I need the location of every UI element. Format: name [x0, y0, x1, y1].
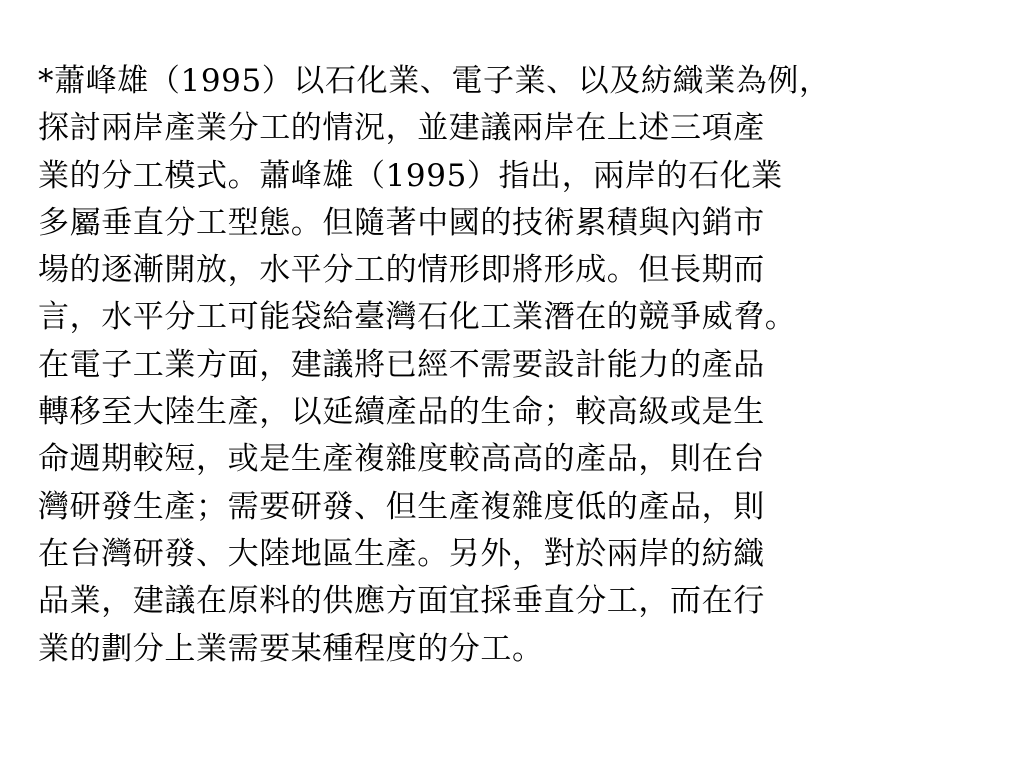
body-text [38, 58, 1018, 673]
text-line-1: *蕭峰雄（1995）以石化業、電子業、以及紡織業為例， [38, 63, 831, 99]
text-line-8: 轉移至大陸生產，以延續產品的生命；較高級或是生 [38, 394, 765, 431]
text-line-13: 業的劃分上業需要某種程度的分工。 [38, 630, 544, 667]
text-line-11: 在台灣研發、大陸地區生產。另外，對於兩岸的紡織 [38, 535, 765, 572]
text-line-6: 言，水平分工可能袋給臺灣石化工業潛在的競爭威脅。 [38, 299, 797, 336]
text-line-7: 在電子工業方面，建議將已經不需要設計能力的產品 [38, 346, 765, 383]
text-line-5: 場的逐漸開放，水平分工的情形即將形成。但長期而 [38, 252, 765, 289]
text-line-3: 業的分工模式。蕭峰雄（1995）指出，兩岸的石化業 [38, 157, 783, 194]
text-line-10: 灣研發生產；需要研發、但生產複雜度低的產品，則 [38, 488, 765, 525]
text-line-4: 多屬垂直分工型態。但隨著中國的技術累積與內銷市 [38, 204, 765, 241]
text-line-9: 命週期較短，或是生產複雜度較高高的產品，則在台 [38, 441, 765, 478]
text-line-2: 探討兩岸產業分工的情況，並建議兩岸在上述三項產 [38, 110, 765, 147]
text-line-12: 品業，建議在原料的供應方面宜採垂直分工，而在行 [38, 583, 765, 620]
